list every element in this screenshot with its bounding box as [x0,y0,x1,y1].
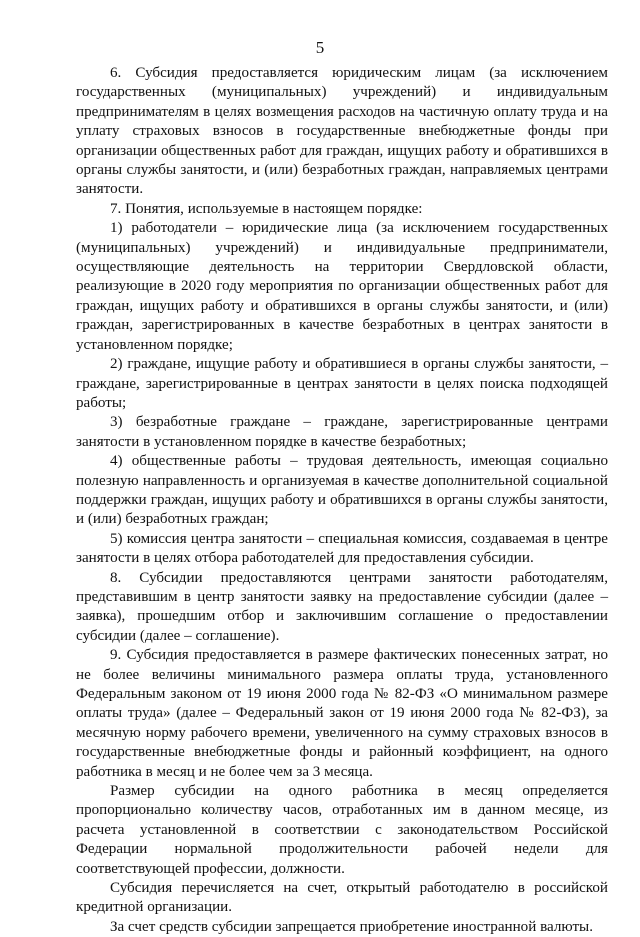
paragraph-subsidy-per-worker: Размер субсидии на одного работника в месяц определяется пропорционально количеству часов, отработанных им в данном месяце, из расчета установленной в соответствии с законодательством Российской Федерации нормальной продолжительности рабочей недели для соответствующей профессии, должности. [76,783,608,877]
paragraph-subsidy-transfer: Субсидия перечисляется на счет, открытый работодателю в российской кредитной организации. [76,880,608,916]
definition-employers: 1) работодатели – юридические лица (за исключением государственных (муниципальных) учреждений) и индивидуальные предприниматели, осуществляющие деятельность на территории Свердловской области, реализующие в 2020 году мероприятия по организации общественных работ для граждан, ищущих работу и обратившихся в органы службы занятости, и (или) граждан, зарегистрированных в качестве безработных в центрах занятости в установленном порядке; [76,220,608,353]
document-body [76,64,608,937]
paragraph-6-subsidy-recipients: 6. Субсидия предоставляется юридическим лицам (за исключением государственных (муниципальных) учреждений) и индивидуальным предпринимателям в целях возмещения расходов на частичную оплату труда и на уплату страховых взносов в государственные внебюджетные фонды при организации общественных работ для граждан, ищущих работу и обратившихся в органы службы занятости, и (или) безработных граждан, направляемых центрами занятости. [76,65,608,198]
paragraph-currency-prohibition: За счет средств субсидии запрещается приобретение иностранной валюты. [110,918,593,935]
definition-job-seekers: 2) граждане, ищущие работу и обратившиеся в органы службы занятости, – граждане, зарегистрированные в центрах занятости в целях поиска подходящей работы; [76,356,608,411]
definition-public-works: 4) общественные работы – трудовая деятельность, имеющая социально полезную направленность и организуемая в качестве дополнительной социальной поддержки граждан, ищущих работу и обратившихся в органы службы занятости, и (или) безработных граждан; [76,453,608,528]
paragraph-7-definitions-heading: 7. Понятия, используемые в настоящем порядке: [110,200,423,217]
page-number: 5 [315,38,325,57]
paragraph-9-subsidy-amount: 9. Субсидия предоставляется в размере фактических понесенных затрат, но не более величины минимального размера оплаты труда, установленного Федеральным законом от 19 июня 2000 года № 82-ФЗ «О минимальном размере оплаты труда» (далее – Федеральный закон от 19 июня 2000 года № 82-ФЗ), за месячную норму рабочего времени, увеличенного на сумму страховых взносов в государственные внебюджетные фонды и районный коэффициент, на одного работника в месяц и не более чем за 3 месяца. [76,647,608,780]
definition-unemployed: 3) безработные граждане – граждане, зарегистрированные центрами занятости в установленном порядке в качестве безработных; [76,414,608,450]
definition-commission: 5) комиссия центра занятости – специальная комиссия, создаваемая в центре занятости в целях отбора работодателей для предоставления субсидии. [76,530,608,567]
paragraph-8-subsidy-provision: 8. Субсидии предоставляются центрами занятости работодателям, представившим в центр занятости заявку на предоставление субсидии (далее – заявка), прошедшим отбор и заключившим соглашение о предоставлении субсидии (далее – соглашение). [76,569,608,644]
